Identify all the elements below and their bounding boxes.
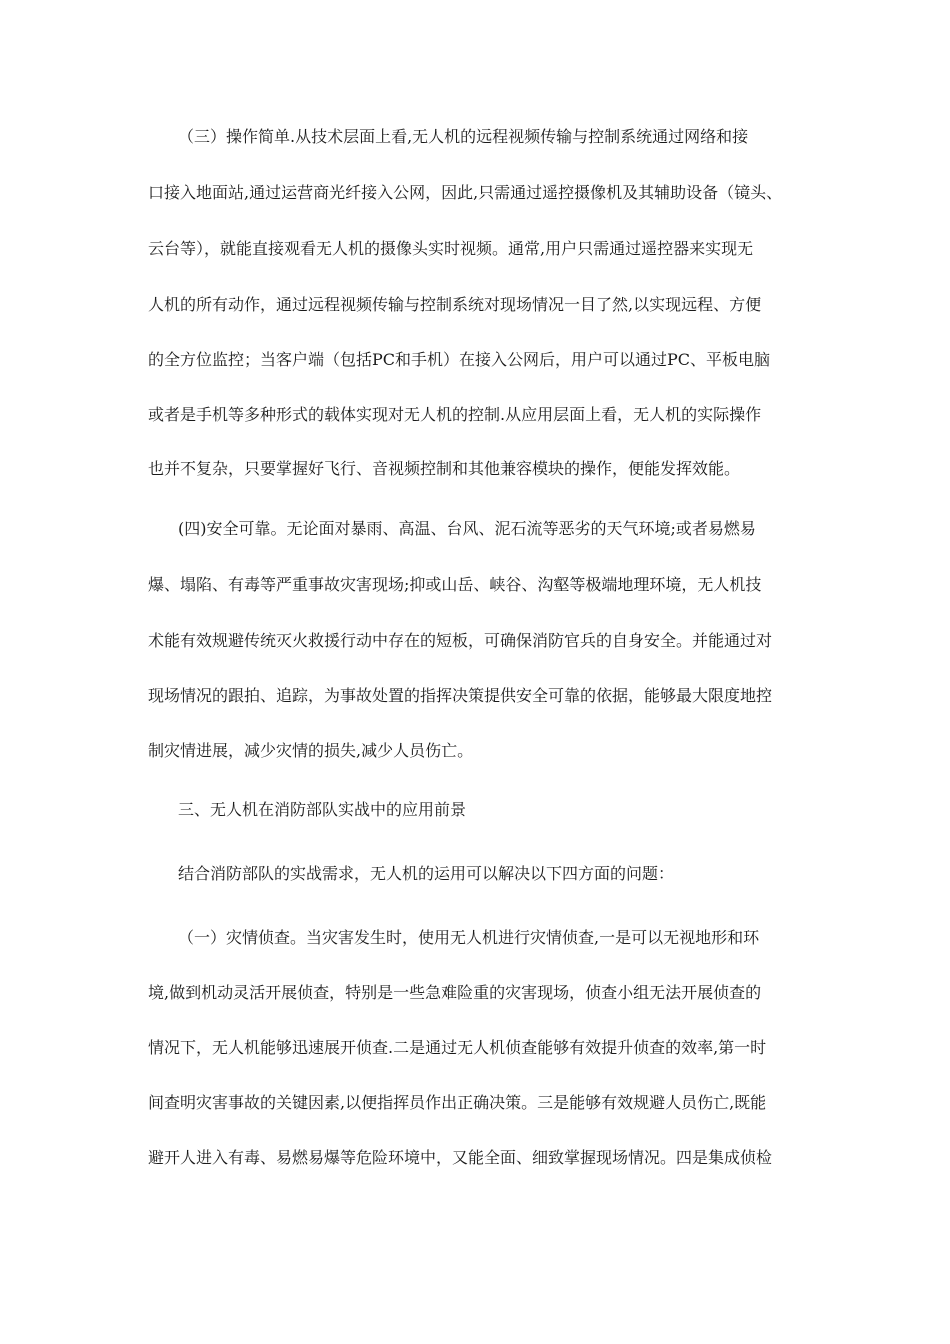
text-line: （三）操作简单.从技术层面上看,无人机的远程视频传输与控制系统通过网络和接 [178, 127, 749, 146]
text-line: 人机的所有动作，通过远程视频传输与控制系统对现场情况一目了然,以实现远程、方便 [148, 295, 762, 314]
text-line: 境,做到机动灵活开展侦查，特别是一些急难险重的灾害现场，侦查小组无法开展侦查的 [148, 983, 762, 1002]
text-line: 口接入地面站,通过运营商光纤接入公网，因此,只需通过遥控摄像机及其辅助设备（镜头、 [148, 183, 783, 202]
section-heading: 三、无人机在消防部队实战中的应用前景 [178, 800, 467, 819]
text-line: 的全方位监控；当客户端（包括PC和手机）在接入公网后，用户可以通过PC、平板电脑 [148, 350, 771, 369]
text-line: 间查明灾害事故的关键因素,以便指挥员作出正确决策。三是能够有效规避人员伤亡,既能 [148, 1093, 767, 1112]
text-line: 爆、塌陷、有毒等严重事故灾害现场;抑或山岳、峡谷、沟壑等极端地理环境，无人机技 [148, 575, 762, 594]
text-line: （一）灾情侦查。当灾害发生时，使用无人机进行灾情侦查,一是可以无视地形和环 [178, 928, 760, 947]
text-line: 云台等），就能直接观看无人机的摄像头实时视频。通常,用户只需通过遥控器来实现无 [148, 239, 754, 258]
text-line: 或者是手机等多种形式的载体实现对无人机的控制.从应用层面上看，无人机的实际操作 [148, 405, 762, 424]
text-line: 也并不复杂，只要掌握好飞行、音视频控制和其他兼容模块的操作，便能发挥效能。 [148, 459, 741, 478]
text-line: 现场情况的跟拍、追踪，为事故处置的指挥决策提供安全可靠的依据，能够最大限度地控 [148, 686, 773, 705]
text-line: 情况下，无人机能够迅速展开侦查.二是通过无人机侦查能够有效提升侦查的效率,第一时 [148, 1038, 767, 1057]
text-line: 制灾情进展，减少灾情的损失,减少人员伤亡。 [148, 741, 474, 760]
text-line: (四)安全可靠。无论面对暴雨、高温、台风、泥石流等恶劣的天气环境;或者易燃易 [178, 519, 756, 538]
text-line: 结合消防部队的实战需求，无人机的运用可以解决以下四方面的问题： [178, 864, 675, 883]
text-line: 术能有效规避传统灭火救援行动中存在的短板，可确保消防官兵的自身安全。并能通过对 [148, 631, 773, 650]
text-line: 避开人进入有毒、易燃易爆等危险环境中，又能全面、细致掌握现场情况。四是集成侦检 [148, 1148, 773, 1167]
